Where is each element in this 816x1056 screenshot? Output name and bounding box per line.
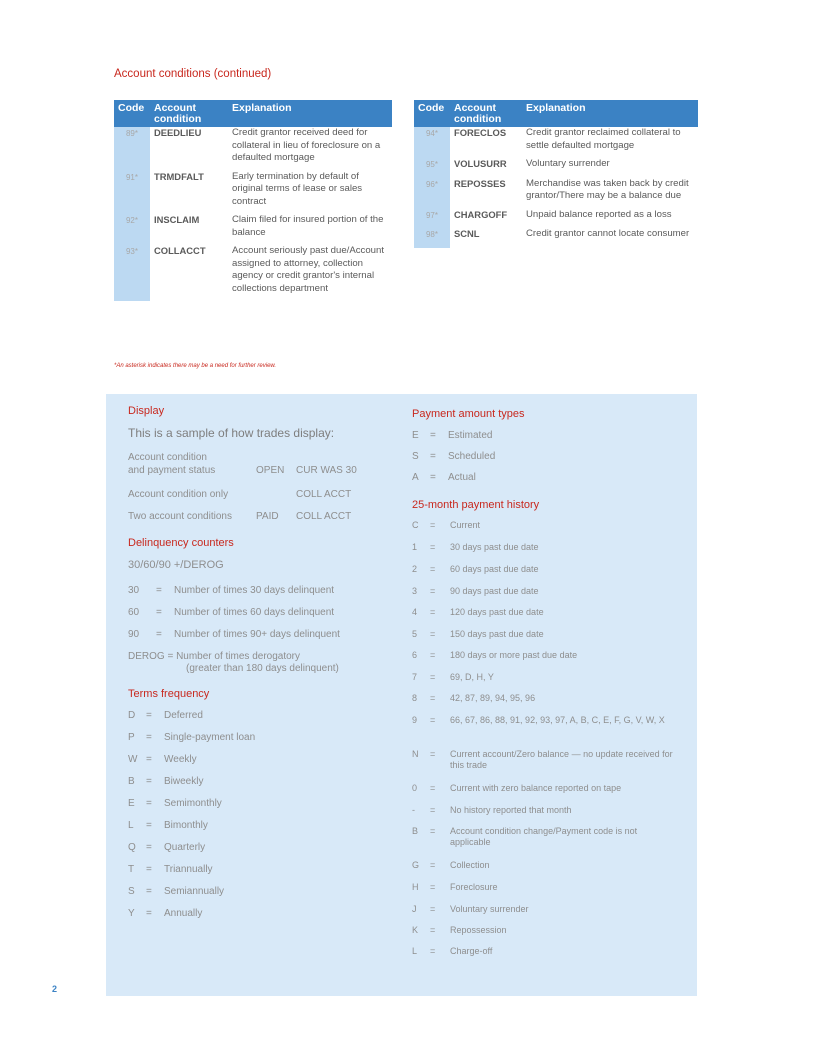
- table-header-row: [414, 100, 698, 127]
- item-code: N: [412, 749, 419, 759]
- item-code: B: [412, 826, 419, 836]
- item-code: 5: [412, 629, 418, 639]
- item-desc: 66, 67, 86, 88, 91, 92, 93, 97, A, B, C, E, F, G, V, W, X: [450, 715, 665, 725]
- account-conditions-table-left: [114, 100, 392, 301]
- row-code: 89*: [114, 127, 150, 171]
- table-row: [414, 127, 698, 158]
- header-account-condition: Account condition: [450, 100, 522, 127]
- row-explanation: Account seriously past due/Account assigned to attorney, collection agency or credit grantor's internal collections department: [232, 245, 384, 294]
- item-code: 8: [412, 693, 418, 703]
- item-equals: =: [430, 586, 436, 596]
- row-condition: SCNL: [454, 228, 480, 239]
- row-code: 95*: [414, 158, 450, 178]
- item-desc: 180 days or more past due date: [450, 650, 578, 660]
- item-equals: =: [430, 542, 436, 552]
- row-condition: REPOSSES: [454, 177, 506, 189]
- row-condition: CHARGOFF: [454, 208, 508, 220]
- item-code: Q: [128, 842, 136, 853]
- row-explanation: Unpaid balance reported as a loss: [526, 208, 672, 220]
- item-desc: Single-payment loan: [164, 732, 256, 743]
- table-row: [414, 228, 698, 248]
- display-intro: This is a sample of how trades display:: [128, 426, 335, 440]
- item-desc: Actual: [448, 472, 476, 483]
- item-equals: =: [156, 585, 162, 596]
- list-item: [128, 754, 197, 765]
- item-equals: =: [146, 754, 152, 765]
- row-explanation: Voluntary surrender: [526, 158, 610, 169]
- item-desc: Annually: [164, 908, 203, 919]
- item-code: A: [412, 472, 419, 483]
- item-desc: Account condition change/Payment code is not applicable: [450, 826, 638, 847]
- display-row-label: and payment status: [128, 465, 216, 476]
- table-row: [114, 245, 392, 301]
- page-number: 2: [52, 984, 58, 994]
- account-conditions-table-right: [414, 100, 698, 248]
- item-equals: =: [430, 607, 436, 617]
- item-equals: =: [430, 472, 436, 483]
- item-code: -: [412, 805, 415, 815]
- row-code: 92*: [114, 214, 150, 245]
- item-desc: Scheduled: [448, 451, 496, 462]
- legend-panel: [106, 394, 697, 996]
- list-item: [128, 886, 224, 897]
- item-equals: =: [430, 672, 436, 682]
- item-desc: Charge-off: [450, 946, 493, 956]
- item-equals: =: [146, 798, 152, 809]
- item-desc: No history reported that month: [450, 805, 572, 815]
- list-item: [128, 732, 255, 743]
- table-row: [414, 178, 698, 209]
- table-row: [114, 214, 392, 245]
- item-code: 30: [128, 585, 140, 596]
- derog-line-1: DEROG = Number of times derogatory: [128, 651, 301, 662]
- item-code: 3: [412, 586, 418, 596]
- item-desc: 60 days past due date: [450, 564, 539, 574]
- item-equals: =: [430, 650, 436, 660]
- table-row: [414, 158, 698, 178]
- item-desc: Biweekly: [164, 776, 204, 787]
- row-condition: TRMDFALT: [154, 170, 204, 182]
- table-row: [114, 127, 392, 171]
- item-equals: =: [146, 820, 152, 831]
- row-explanation: Early termination by default of original terms of lease or sales contract: [232, 170, 363, 207]
- item-code: 90: [128, 629, 140, 640]
- item-code: S: [128, 886, 135, 897]
- display-row-condition: COLL ACCT: [296, 511, 352, 522]
- item-desc: Estimated: [448, 430, 493, 441]
- item-desc: 42, 87, 89, 94, 95, 96: [450, 693, 536, 703]
- item-code: T: [128, 864, 135, 875]
- item-equals: =: [430, 783, 436, 793]
- payment-types-heading: Payment amount types: [412, 408, 525, 420]
- item-equals: =: [430, 629, 436, 639]
- item-code: D: [128, 710, 136, 721]
- display-heading: Display: [128, 405, 165, 417]
- item-code: L: [412, 946, 418, 956]
- item-desc: Bimonthly: [164, 820, 208, 831]
- row-condition: COLLACCT: [154, 245, 206, 256]
- list-item: [128, 776, 203, 787]
- item-code: J: [412, 904, 417, 914]
- list-item: [128, 842, 205, 853]
- item-desc: Semiannually: [164, 886, 225, 897]
- item-code: G: [412, 860, 420, 870]
- delinquency-heading: Delinquency counters: [128, 537, 234, 549]
- item-code: 2: [412, 564, 418, 574]
- table-header-row: [114, 100, 392, 127]
- row-code: 94*: [414, 127, 450, 158]
- row-explanation: Credit grantor reclaimed collateral to settle defaulted mortgage: [526, 127, 681, 151]
- list-item: [128, 798, 222, 809]
- row-explanation: Merchandise was taken back by credit grantor/There may be a balance due: [526, 177, 689, 201]
- item-code: E: [128, 798, 135, 809]
- row-code: 93*: [114, 245, 150, 301]
- item-equals: =: [156, 607, 162, 618]
- item-code: 7: [412, 672, 418, 682]
- section-title: Account conditions (continued): [114, 68, 272, 80]
- item-equals: =: [430, 564, 436, 574]
- display-row-condition: COLL ACCT: [296, 489, 352, 500]
- list-item: [128, 607, 334, 618]
- item-desc: 69, D, H, Y: [450, 672, 494, 682]
- row-condition: FORECLOS: [454, 127, 507, 138]
- item-equals: =: [146, 710, 152, 721]
- item-equals: =: [146, 842, 152, 853]
- row-code: 91*: [114, 171, 150, 215]
- item-code: C: [412, 520, 419, 530]
- item-desc: Triannually: [164, 864, 213, 875]
- item-code: 60: [128, 607, 140, 618]
- row-condition: INSCLAIM: [154, 214, 200, 225]
- item-equals: =: [146, 908, 152, 919]
- item-equals: =: [430, 451, 436, 462]
- item-equals: =: [430, 860, 436, 870]
- row-code: 97*: [414, 209, 450, 229]
- item-code: 6: [412, 650, 418, 660]
- row-explanation: Credit grantor cannot locate consumer: [526, 228, 690, 239]
- item-desc: 90 days past due date: [450, 586, 539, 596]
- item-equals: =: [430, 805, 436, 815]
- item-equals: =: [430, 520, 436, 530]
- item-desc: 120 days past due date: [450, 607, 544, 617]
- table-row: [414, 209, 698, 229]
- list-item: [128, 864, 213, 875]
- item-desc: Number of times 60 days delinquent: [174, 607, 335, 618]
- item-desc: Semimonthly: [164, 798, 222, 809]
- display-row-condition: CUR WAS 30: [296, 465, 357, 476]
- item-desc: 150 days past due date: [450, 629, 544, 639]
- derog-line-2: (greater than 180 days delinquent): [186, 663, 339, 674]
- list-item: [412, 472, 476, 483]
- list-item: [128, 710, 203, 721]
- item-equals: =: [146, 732, 152, 743]
- delinquency-format: 30/60/90 +/DEROG: [128, 559, 224, 571]
- item-equals: =: [430, 826, 436, 836]
- item-equals: =: [430, 882, 436, 892]
- item-desc: Quarterly: [164, 842, 206, 853]
- display-row-status: OPEN: [256, 465, 285, 476]
- item-code: B: [128, 776, 135, 787]
- row-code: 98*: [414, 228, 450, 248]
- header-code: Code: [414, 100, 450, 127]
- item-desc: Current account/Zero balance — no update received for this trade: [450, 749, 673, 770]
- display-row-status: PAID: [256, 511, 279, 522]
- item-code: 0: [412, 783, 418, 793]
- item-desc: Repossession: [450, 925, 507, 935]
- item-equals: =: [430, 430, 436, 441]
- item-desc: Weekly: [164, 754, 197, 765]
- header-explanation: Explanation: [228, 100, 392, 127]
- item-desc: Number of times 30 days delinquent: [174, 585, 335, 596]
- item-desc: Foreclosure: [450, 882, 498, 892]
- item-code: 9: [412, 715, 418, 725]
- item-code: W: [128, 754, 138, 765]
- item-code: E: [412, 430, 419, 441]
- row-condition: DEEDLIEU: [154, 127, 202, 138]
- item-equals: =: [430, 749, 436, 759]
- row-explanation: Claim filed for insured portion of the balance: [232, 214, 384, 238]
- asterisk-footnote: *An asterisk indicates there may be a need for further review.: [114, 363, 277, 369]
- item-desc: 30 days past due date: [450, 542, 539, 552]
- display-row-label: Account condition: [128, 452, 207, 463]
- list-item: [128, 820, 208, 831]
- item-desc: Number of times 90+ days delinquent: [174, 629, 340, 640]
- item-code: S: [412, 451, 419, 462]
- table-row: [114, 171, 392, 215]
- header-code: Code: [114, 100, 150, 127]
- terms-heading: Terms frequency: [128, 688, 210, 700]
- item-equals: =: [146, 886, 152, 897]
- header-explanation: Explanation: [522, 100, 698, 127]
- item-code: 4: [412, 607, 418, 617]
- display-row-label: Two account conditions: [128, 511, 232, 522]
- item-equals: =: [430, 904, 436, 914]
- item-desc: Current: [450, 520, 481, 530]
- row-explanation: Credit grantor received deed for collateral in lieu of foreclosure on a defaulted mortgage: [232, 127, 381, 163]
- item-code: 1: [412, 542, 418, 552]
- item-code: Y: [128, 908, 135, 919]
- item-code: K: [412, 925, 419, 935]
- item-equals: =: [430, 925, 436, 935]
- item-desc: Collection: [450, 860, 490, 870]
- list-item: [412, 451, 495, 462]
- item-desc: Deferred: [164, 710, 203, 721]
- item-code: H: [412, 882, 419, 892]
- list-item: [128, 908, 202, 919]
- row-condition: VOLUSURR: [454, 158, 507, 169]
- row-code: 96*: [414, 178, 450, 209]
- list-item: [412, 430, 492, 441]
- display-row-label: Account condition only: [128, 489, 229, 500]
- list-item: [128, 585, 334, 596]
- header-account-condition: Account condition: [150, 100, 228, 127]
- item-desc: Current with zero balance reported on tape: [450, 783, 622, 793]
- item-equals: =: [146, 776, 152, 787]
- item-desc: Voluntary surrender: [450, 904, 529, 914]
- item-equals: =: [146, 864, 152, 875]
- item-equals: =: [156, 629, 162, 640]
- item-equals: =: [430, 715, 436, 725]
- item-code: L: [128, 820, 134, 831]
- item-code: P: [128, 732, 135, 743]
- item-equals: =: [430, 693, 436, 703]
- payment-history-heading: 25-month payment history: [412, 499, 540, 511]
- item-equals: =: [430, 946, 436, 956]
- list-item: [128, 629, 340, 640]
